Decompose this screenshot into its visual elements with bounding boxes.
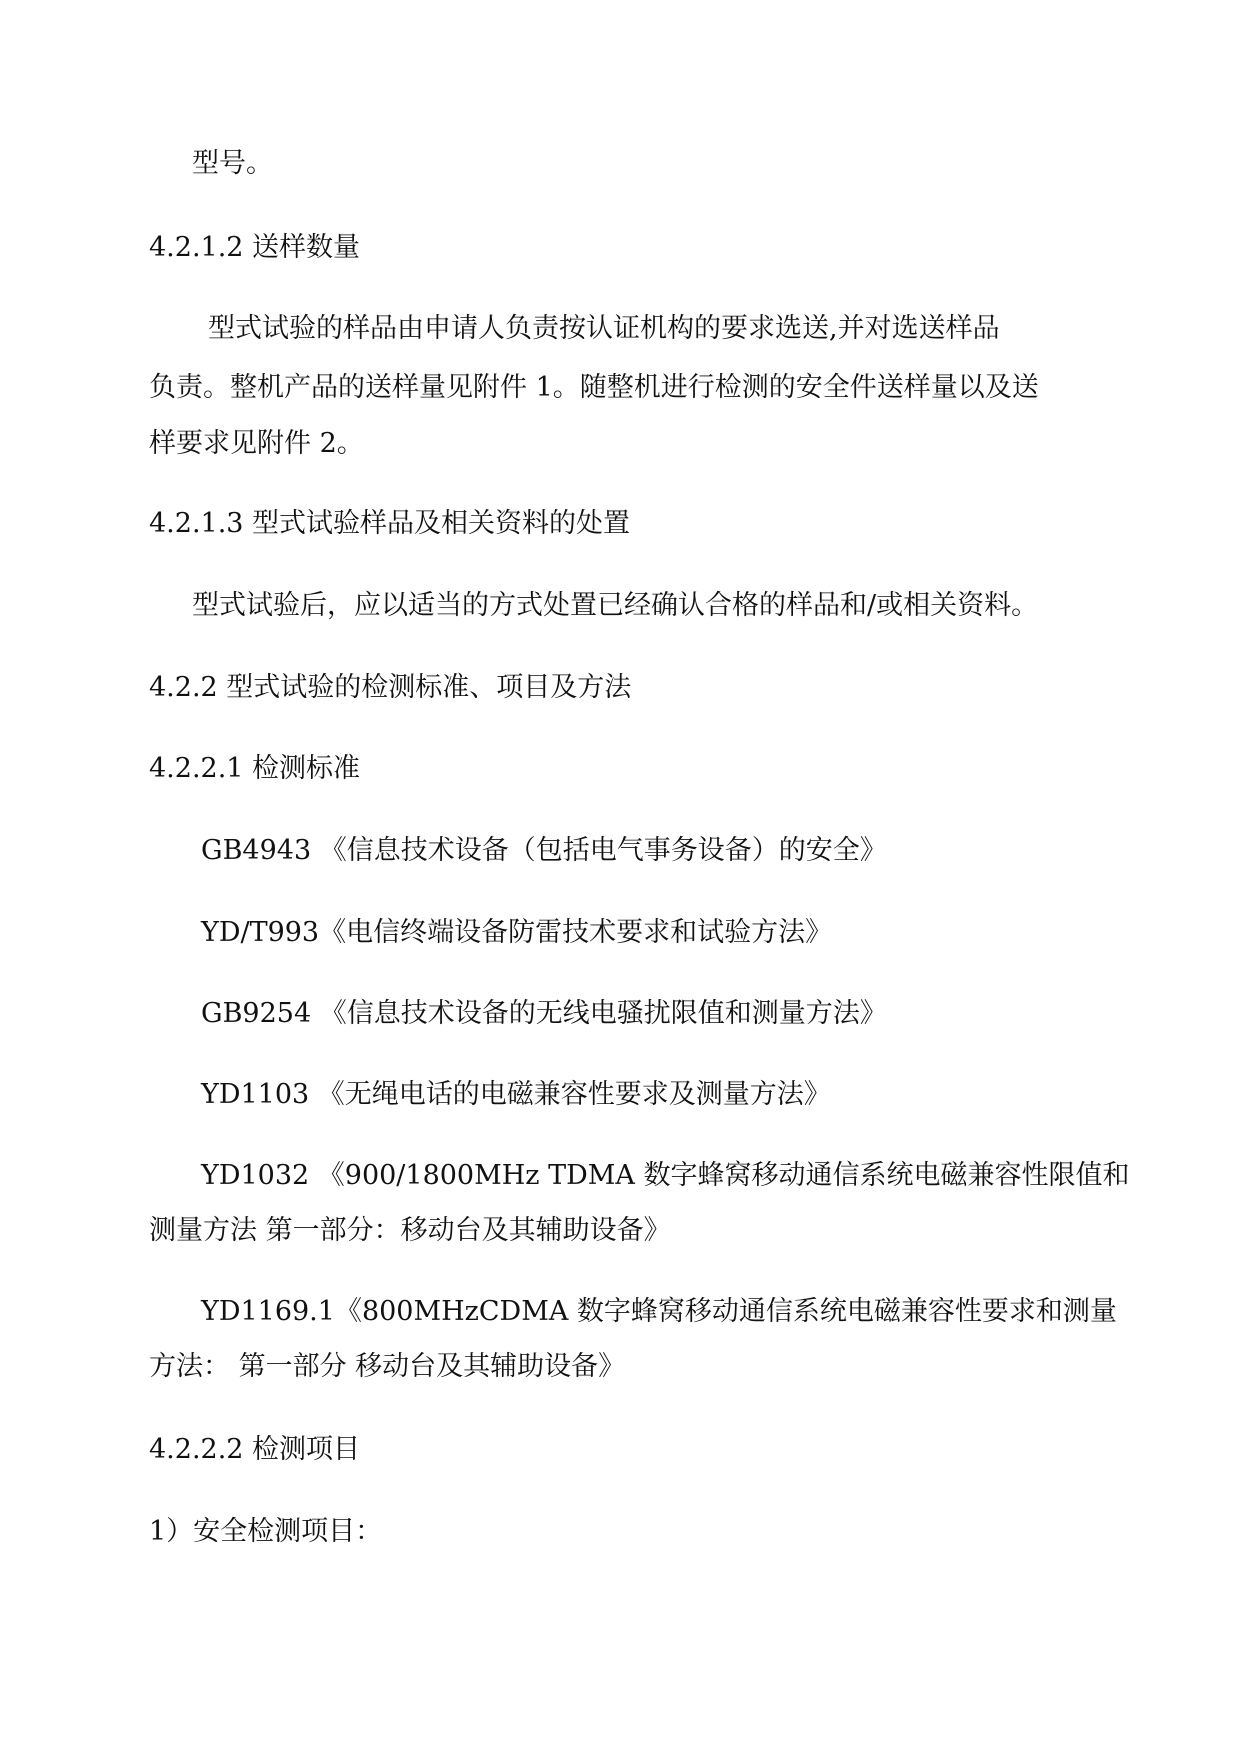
section-heading-4-2-2: 4.2.2 型式试验的检测标准、项目及方法 <box>149 672 632 703</box>
standard-yd1169-1-line-1: YD1169.1《800MHzCDMA 数字蜂窝移动通信系统电磁兼容性要求和测量 <box>201 1296 1117 1327</box>
section-heading-4-2-2-2: 4.2.2.2 检测项目 <box>149 1434 361 1465</box>
standard-ydt993: YD/T993《电信终端设备防雷技术要求和试验方法》 <box>201 917 833 948</box>
list-item-safety-tests: 1）安全检测项目： <box>149 1516 383 1547</box>
section-heading-4-2-1-2: 4.2.1.2 送样数量 <box>149 232 361 263</box>
standard-gb4943: GB4943 《信息技术设备（包括电气事务设备）的安全》 <box>201 835 887 866</box>
paragraph-sample-submission-line-1: 型式试验的样品由申请人负责按认证机构的要求选送,并对选送样品 <box>208 313 1000 344</box>
standard-yd1032-line-1: YD1032 《900/1800MHz TDMA 数字蜂窝移动通信系统电磁兼容性限值和 <box>201 1160 1130 1191</box>
paragraph-sample-disposal: 型式试验后，应以适当的方式处置已经确认合格的样品和/或相关资料。 <box>192 590 1039 621</box>
section-heading-4-2-1-3: 4.2.1.3 型式试验样品及相关资料的处置 <box>149 508 631 539</box>
paragraph-continuation-model: 型号。 <box>192 148 273 179</box>
section-heading-4-2-2-1: 4.2.2.1 检测标准 <box>149 753 361 784</box>
standard-gb9254: GB9254 《信息技术设备的无线电骚扰限值和测量方法》 <box>201 998 887 1029</box>
paragraph-sample-submission-line-3: 样要求见附件 2。 <box>149 428 364 459</box>
paragraph-sample-submission-line-2: 负责。整机产品的送样量见附件 1。随整机进行检测的安全件送样量以及送 <box>149 372 1039 403</box>
standard-yd1103: YD1103 《无绳电话的电磁兼容性要求及测量方法》 <box>201 1079 831 1110</box>
standard-yd1032-line-2: 测量方法 第一部分：移动台及其辅助设备》 <box>149 1215 671 1246</box>
standard-yd1169-1-line-2: 方法： 第一部分 移动台及其辅助设备》 <box>149 1351 626 1382</box>
